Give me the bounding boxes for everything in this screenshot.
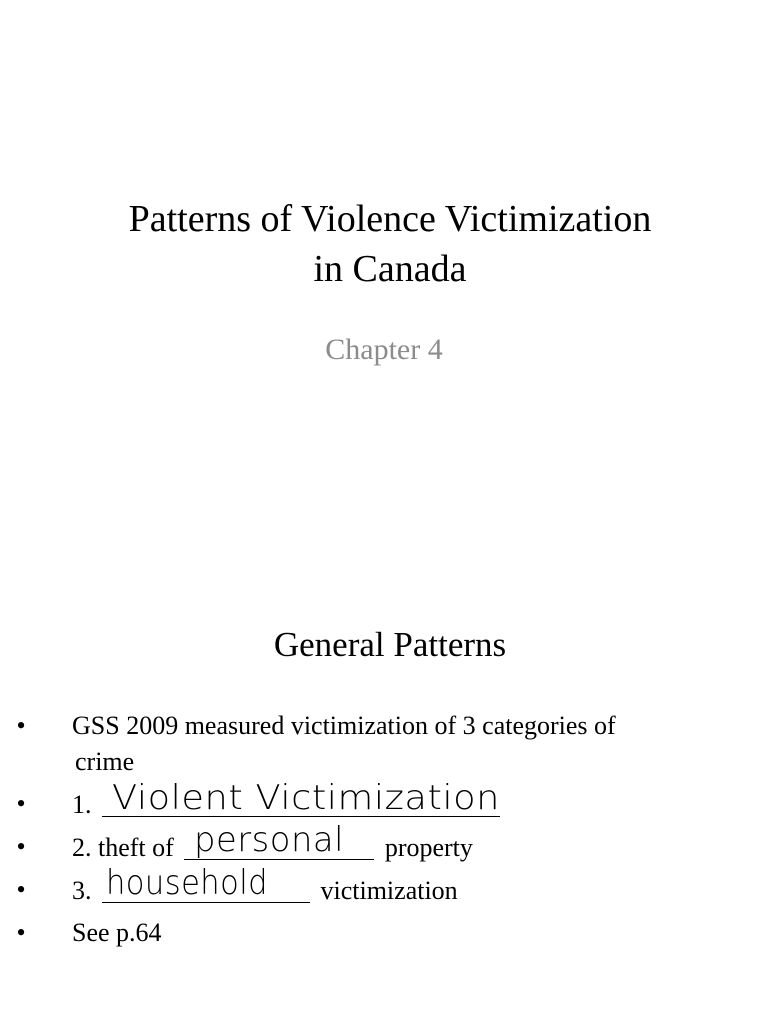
- list-item: [0, 820, 768, 866]
- slide-title-line-1: Patterns of Violence Victimization: [128, 198, 652, 240]
- handwritten-answer: [102, 864, 312, 904]
- bullet-text-line-1: GSS 2009 measured victimization of 3 categories of: [72, 711, 616, 740]
- bullet-list: [0, 708, 768, 957]
- handwritten-text: Violent Victimization: [112, 778, 501, 818]
- handwritten-text: personal: [194, 820, 345, 860]
- bullet-suffix: victimization: [320, 876, 458, 905]
- bullet-marker-dot: •: [16, 918, 26, 947]
- bullet-suffix: property: [384, 833, 473, 862]
- slide-subtitle: Chapter 4: [325, 333, 443, 366]
- fill-in-blank: [184, 820, 374, 860]
- handwritten-text: household: [106, 863, 268, 903]
- section-title: General Patterns: [273, 625, 507, 664]
- bullet-prefix: 3.: [72, 876, 92, 905]
- list-item: [0, 708, 768, 780]
- bullet-text-line-2: crime: [75, 747, 135, 776]
- handwritten-answer: [102, 778, 502, 818]
- list-item: [0, 778, 768, 823]
- slide-title-line-2: in Canada: [313, 248, 467, 290]
- bullet-text: [72, 708, 768, 780]
- list-item: [0, 915, 768, 951]
- bullet-text: See p.64: [72, 918, 162, 947]
- fill-in-blank: [102, 778, 501, 818]
- bullet-prefix: 1.: [72, 790, 92, 819]
- bullet-marker: •: [16, 711, 26, 740]
- bullet-prefix: 2. theft of: [72, 833, 174, 862]
- bullet-marker-dot: •: [16, 875, 26, 904]
- list-item: [0, 863, 768, 909]
- bullet-marker-dot: •: [16, 789, 26, 818]
- bullet-marker-dot: •: [16, 832, 26, 861]
- fill-in-blank: [102, 863, 310, 903]
- handwritten-answer: [184, 817, 376, 861]
- slide-title: [0, 194, 768, 294]
